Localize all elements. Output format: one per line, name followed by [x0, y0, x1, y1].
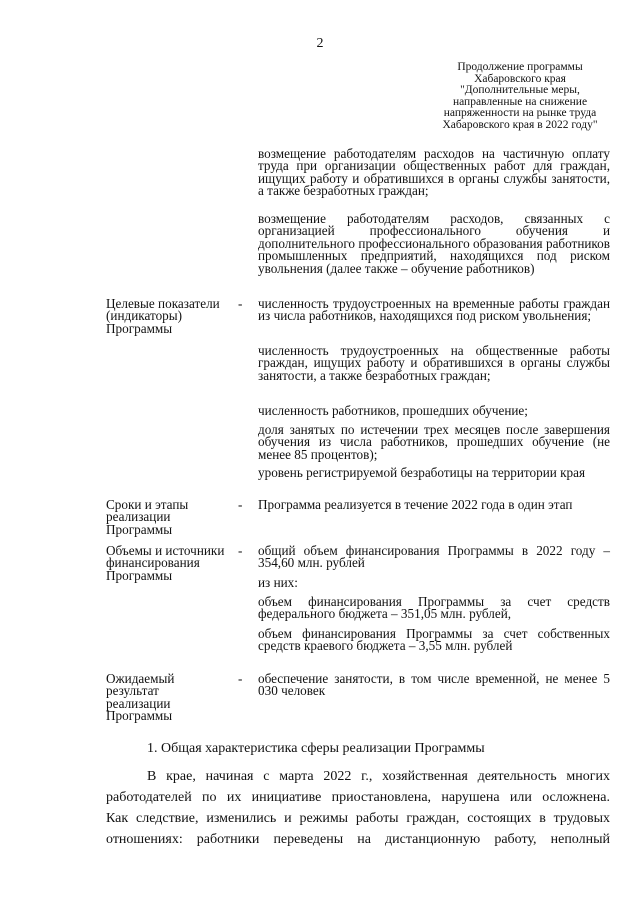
row-label-terms: Сроки и этапы реализации Программы: [106, 497, 189, 537]
indicator-item: численность работников, прошедших обучение;: [258, 403, 528, 418]
header-note-line: напряженности на рынке труда: [443, 107, 597, 119]
measure-item: возмещение работодателям расходов, связанных с организацией профессионального обучения и дополнительного профессионального образования работников промышленных предприятий, находящихся под риском увольнения (далее также – обучение работников): [258, 211, 610, 276]
body-line: В крае, начиная с марта 2022 г., хозяйственная деятельность многих: [147, 769, 610, 784]
row-dash: -: [238, 296, 243, 311]
result-item: обеспечение занятости, в том числе временной, не менее 5 030 человек: [258, 671, 610, 699]
indicator-item: уровень регистрируемой безработицы на территории края: [258, 465, 586, 480]
row-dash: -: [238, 543, 243, 558]
financing-item: объем финансирования Программы за счет собственных средств краевого бюджета – 3,55 млн. рублей: [258, 626, 610, 654]
row-dash: -: [238, 671, 243, 686]
financing-item: объем финансирования Программы за счет средств федерального бюджета – 351,05 млн. рублей,: [258, 594, 610, 622]
program-header-note: [420, 62, 620, 131]
indicator-item: численность трудоустроенных на временные работы граждан из числа работников, находящихся под риском увольнения;: [258, 296, 610, 324]
header-note-line: Продолжение программы: [457, 61, 583, 73]
header-note-line: направленные на снижение: [452, 95, 588, 108]
body-line: отношениях: работники переведены на дистанционную работу, неполный: [106, 832, 610, 847]
body-line: работодателей по их инициативе приостановлена, нарушена или осложнена.: [106, 790, 610, 805]
financing-item: из них:: [258, 575, 298, 590]
header-note-line: "Дополнительные меры,: [460, 84, 580, 96]
body-line: Как следствие, изменились и режимы работы граждан, состоящих в трудовых: [106, 811, 610, 826]
header-note-line: Хабаровского края: [474, 72, 566, 85]
page-number: 2: [316, 36, 324, 51]
row-label-expected-result: Ожидаемый результат реализации Программы: [106, 671, 175, 724]
section-body: [106, 766, 610, 850]
row-label-financing: Объемы и источники финансирования Программы: [106, 543, 225, 583]
terms-item: Программа реализуется в течение 2022 года в один этап: [258, 497, 573, 512]
row-label-target-indicators: Целевые показатели (индикаторы) Программы: [106, 296, 220, 336]
section-heading: 1. Общая характеристика сферы реализации Программы: [147, 741, 485, 756]
indicator-item: доля занятых по истечении трех месяцев после завершения обучения из числа работников, прошедших обучение (не менее 85 процентов);: [258, 422, 610, 462]
financing-item: общий объем финансирования Программы в 2022 году – 354,60 млн. рублей: [258, 543, 610, 571]
header-note-line: Хабаровского края в 2022 году": [442, 118, 598, 131]
measure-item: возмещение работодателям расходов на частичную оплату труда при организации общественных работ для граждан, ищущих работу и обратившихся в органы службы занятости, а также безработных граждан;: [258, 146, 610, 199]
row-dash: -: [238, 497, 243, 512]
indicator-item: численность трудоустроенных на общественные работы граждан, ищущих работу и обратившихся в органы службы занятости, а также безработных граждан;: [258, 343, 610, 383]
